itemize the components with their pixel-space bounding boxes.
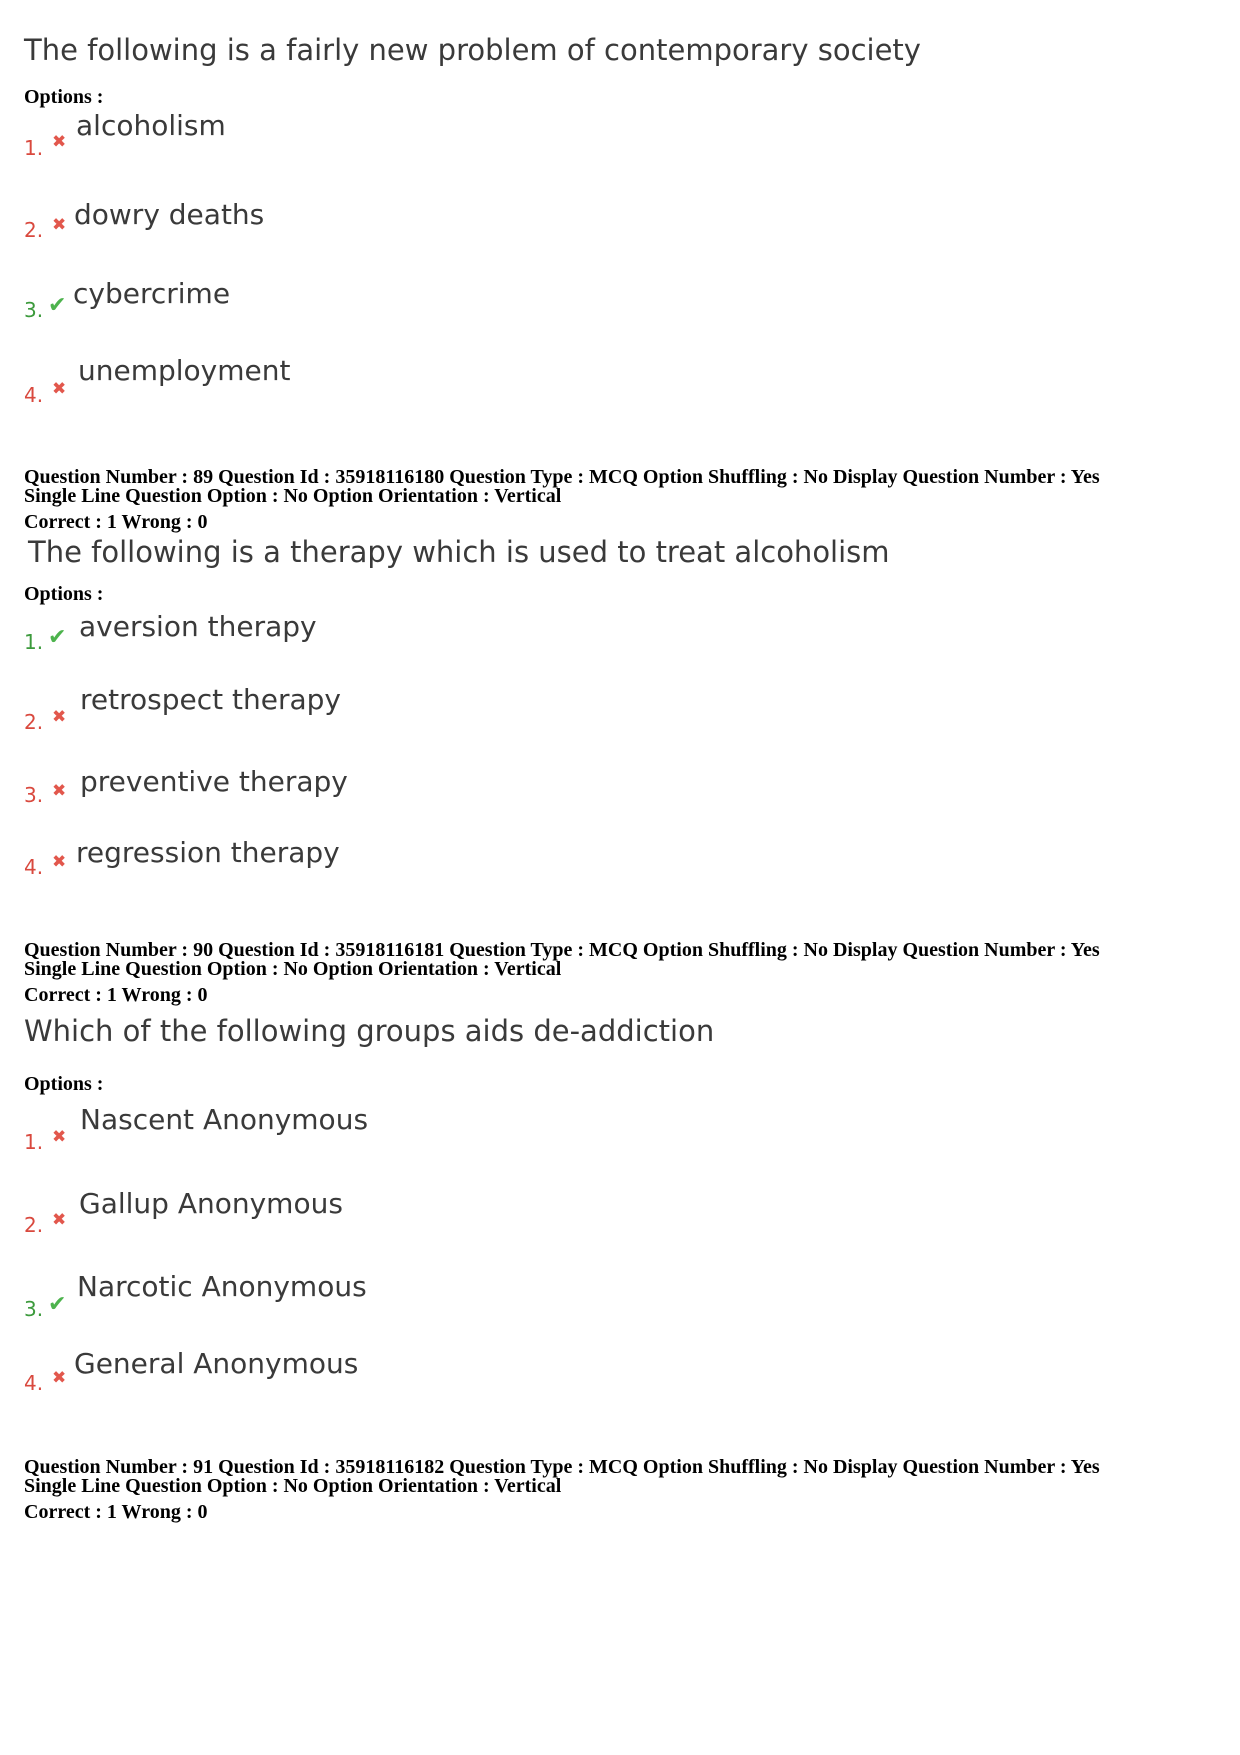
cross-icon: ✖ (52, 132, 67, 152)
question-meta: Question Number : 90 Question Id : 35918116181 Question Type : MCQ Option Shuffling : No Display Question Number : Yes (24, 939, 1100, 961)
option-text: alcoholism (76, 109, 226, 142)
cross-icon: ✖ (52, 852, 67, 872)
question-marks: Correct : 1 Wrong : 0 (24, 984, 208, 1006)
question-text: The following is a therapy which is used to treat alcoholism (28, 535, 890, 569)
check-icon: ✔ (48, 293, 67, 318)
check-icon: ✔ (48, 625, 67, 650)
question-marks: Correct : 1 Wrong : 0 (24, 1501, 208, 1523)
cross-icon: ✖ (52, 1210, 67, 1230)
option-number: 2. (24, 1213, 44, 1237)
question-meta: Question Number : 89 Question Id : 35918116180 Question Type : MCQ Option Shuffling : No Display Question Number : Yes (24, 466, 1100, 488)
option-number: 3. (24, 298, 44, 322)
option-text: Nascent Anonymous (80, 1103, 369, 1136)
question-text: Which of the following groups aids de-addiction (24, 1014, 715, 1048)
option-number: 4. (24, 383, 44, 407)
option-text: dowry deaths (74, 198, 265, 231)
cross-icon: ✖ (52, 1127, 67, 1147)
option-item (0, 1187, 800, 1247)
option-text: General Anonymous (74, 1347, 359, 1380)
options-label: Options : (24, 1073, 104, 1095)
cross-icon: ✖ (52, 781, 67, 801)
option-item (0, 1103, 800, 1163)
option-number: 1. (24, 630, 44, 654)
cross-icon: ✖ (52, 1368, 67, 1388)
question-marks: Correct : 1 Wrong : 0 (24, 511, 208, 533)
option-text: cybercrime (73, 277, 231, 310)
option-number: 4. (24, 1371, 44, 1395)
cross-icon: ✖ (52, 379, 67, 399)
option-item (0, 352, 800, 412)
cross-icon: ✖ (52, 215, 67, 235)
question-text: The following is a fairly new problem of contemporary society (24, 33, 921, 67)
option-item (0, 277, 800, 337)
option-number: 4. (24, 855, 44, 879)
option-item (0, 836, 800, 896)
option-text: unemployment (78, 354, 291, 387)
option-item (0, 1270, 800, 1330)
option-number: 3. (24, 783, 44, 807)
question-meta-options: Single Line Question Option : No Option Orientation : Vertical (24, 1475, 562, 1497)
question-meta-options: Single Line Question Option : No Option Orientation : Vertical (24, 485, 562, 507)
option-item (0, 198, 800, 258)
option-number: 2. (24, 710, 44, 734)
option-text: preventive therapy (80, 765, 348, 798)
options-label: Options : (24, 86, 104, 108)
option-text: aversion therapy (79, 610, 317, 643)
option-item (0, 108, 800, 168)
check-icon: ✔ (48, 1292, 67, 1317)
cross-icon: ✖ (52, 707, 67, 727)
option-item (0, 610, 800, 670)
option-number: 2. (24, 218, 44, 242)
option-number: 1. (24, 136, 44, 160)
option-item (0, 1347, 800, 1407)
option-text: retrospect therapy (80, 683, 341, 716)
option-item (0, 683, 800, 743)
option-text: Narcotic Anonymous (77, 1270, 367, 1303)
options-label: Options : (24, 583, 104, 605)
option-number: 3. (24, 1297, 44, 1321)
option-item (0, 765, 800, 825)
question-meta-options: Single Line Question Option : No Option Orientation : Vertical (24, 958, 562, 980)
option-text: Gallup Anonymous (79, 1187, 343, 1220)
option-text: regression therapy (76, 836, 340, 869)
question-meta: Question Number : 91 Question Id : 35918116182 Question Type : MCQ Option Shuffling : No Display Question Number : Yes (24, 1456, 1100, 1478)
option-number: 1. (24, 1130, 44, 1154)
